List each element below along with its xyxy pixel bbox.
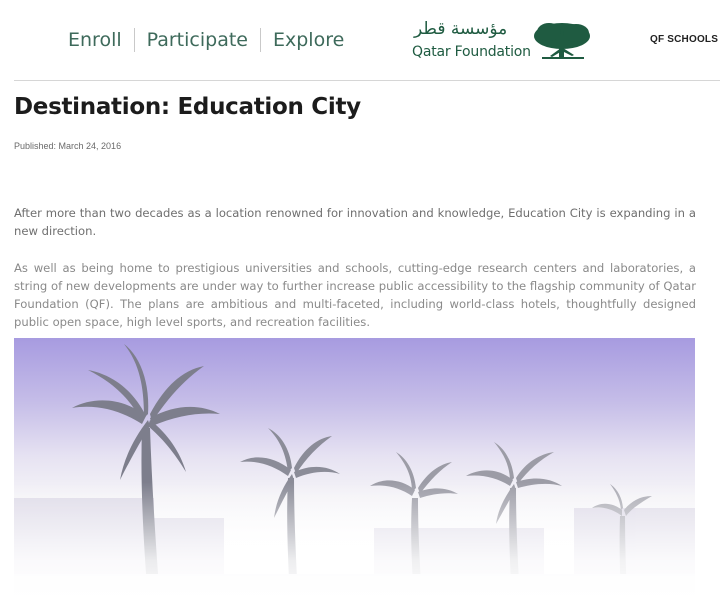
header-divider [14, 80, 720, 81]
article-paragraph: After more than two decades as a location renowned for innovation and knowledge, Education City is expanding in a new direction. [14, 206, 696, 238]
logo-arabic-text: مؤسسة قطر [414, 19, 508, 39]
hero-fade-overlay [14, 338, 695, 600]
site-header [0, 0, 720, 80]
main-nav [56, 27, 356, 53]
published-date: Published: March 24, 2016 [14, 141, 122, 151]
tree-icon [532, 20, 592, 60]
nav-link-explore[interactable]: Explore [272, 29, 345, 51]
qf-schools-link[interactable]: QF SCHOOLS [650, 34, 719, 45]
nav-link-participate[interactable]: Participate [146, 29, 248, 51]
qatar-foundation-logo[interactable] [410, 18, 590, 64]
article-paragraph: As well as being home to prestigious universities and schools, cutting-edge research centers and laboratories, a string of new developments are under way to further increase public accessibility to the flagship community of Qatar Foundation (QF). The plans are ambitious and multi-faceted, including world-class hotels, thoughtfully designed public open space, high level sports, and recreation facilities. [14, 261, 696, 329]
hero-image [14, 338, 695, 600]
nav-link-enroll[interactable]: Enroll [68, 29, 122, 51]
logo-english-text: Qatar Foundation [412, 44, 531, 60]
article-title: Destination: Education City [14, 94, 361, 120]
